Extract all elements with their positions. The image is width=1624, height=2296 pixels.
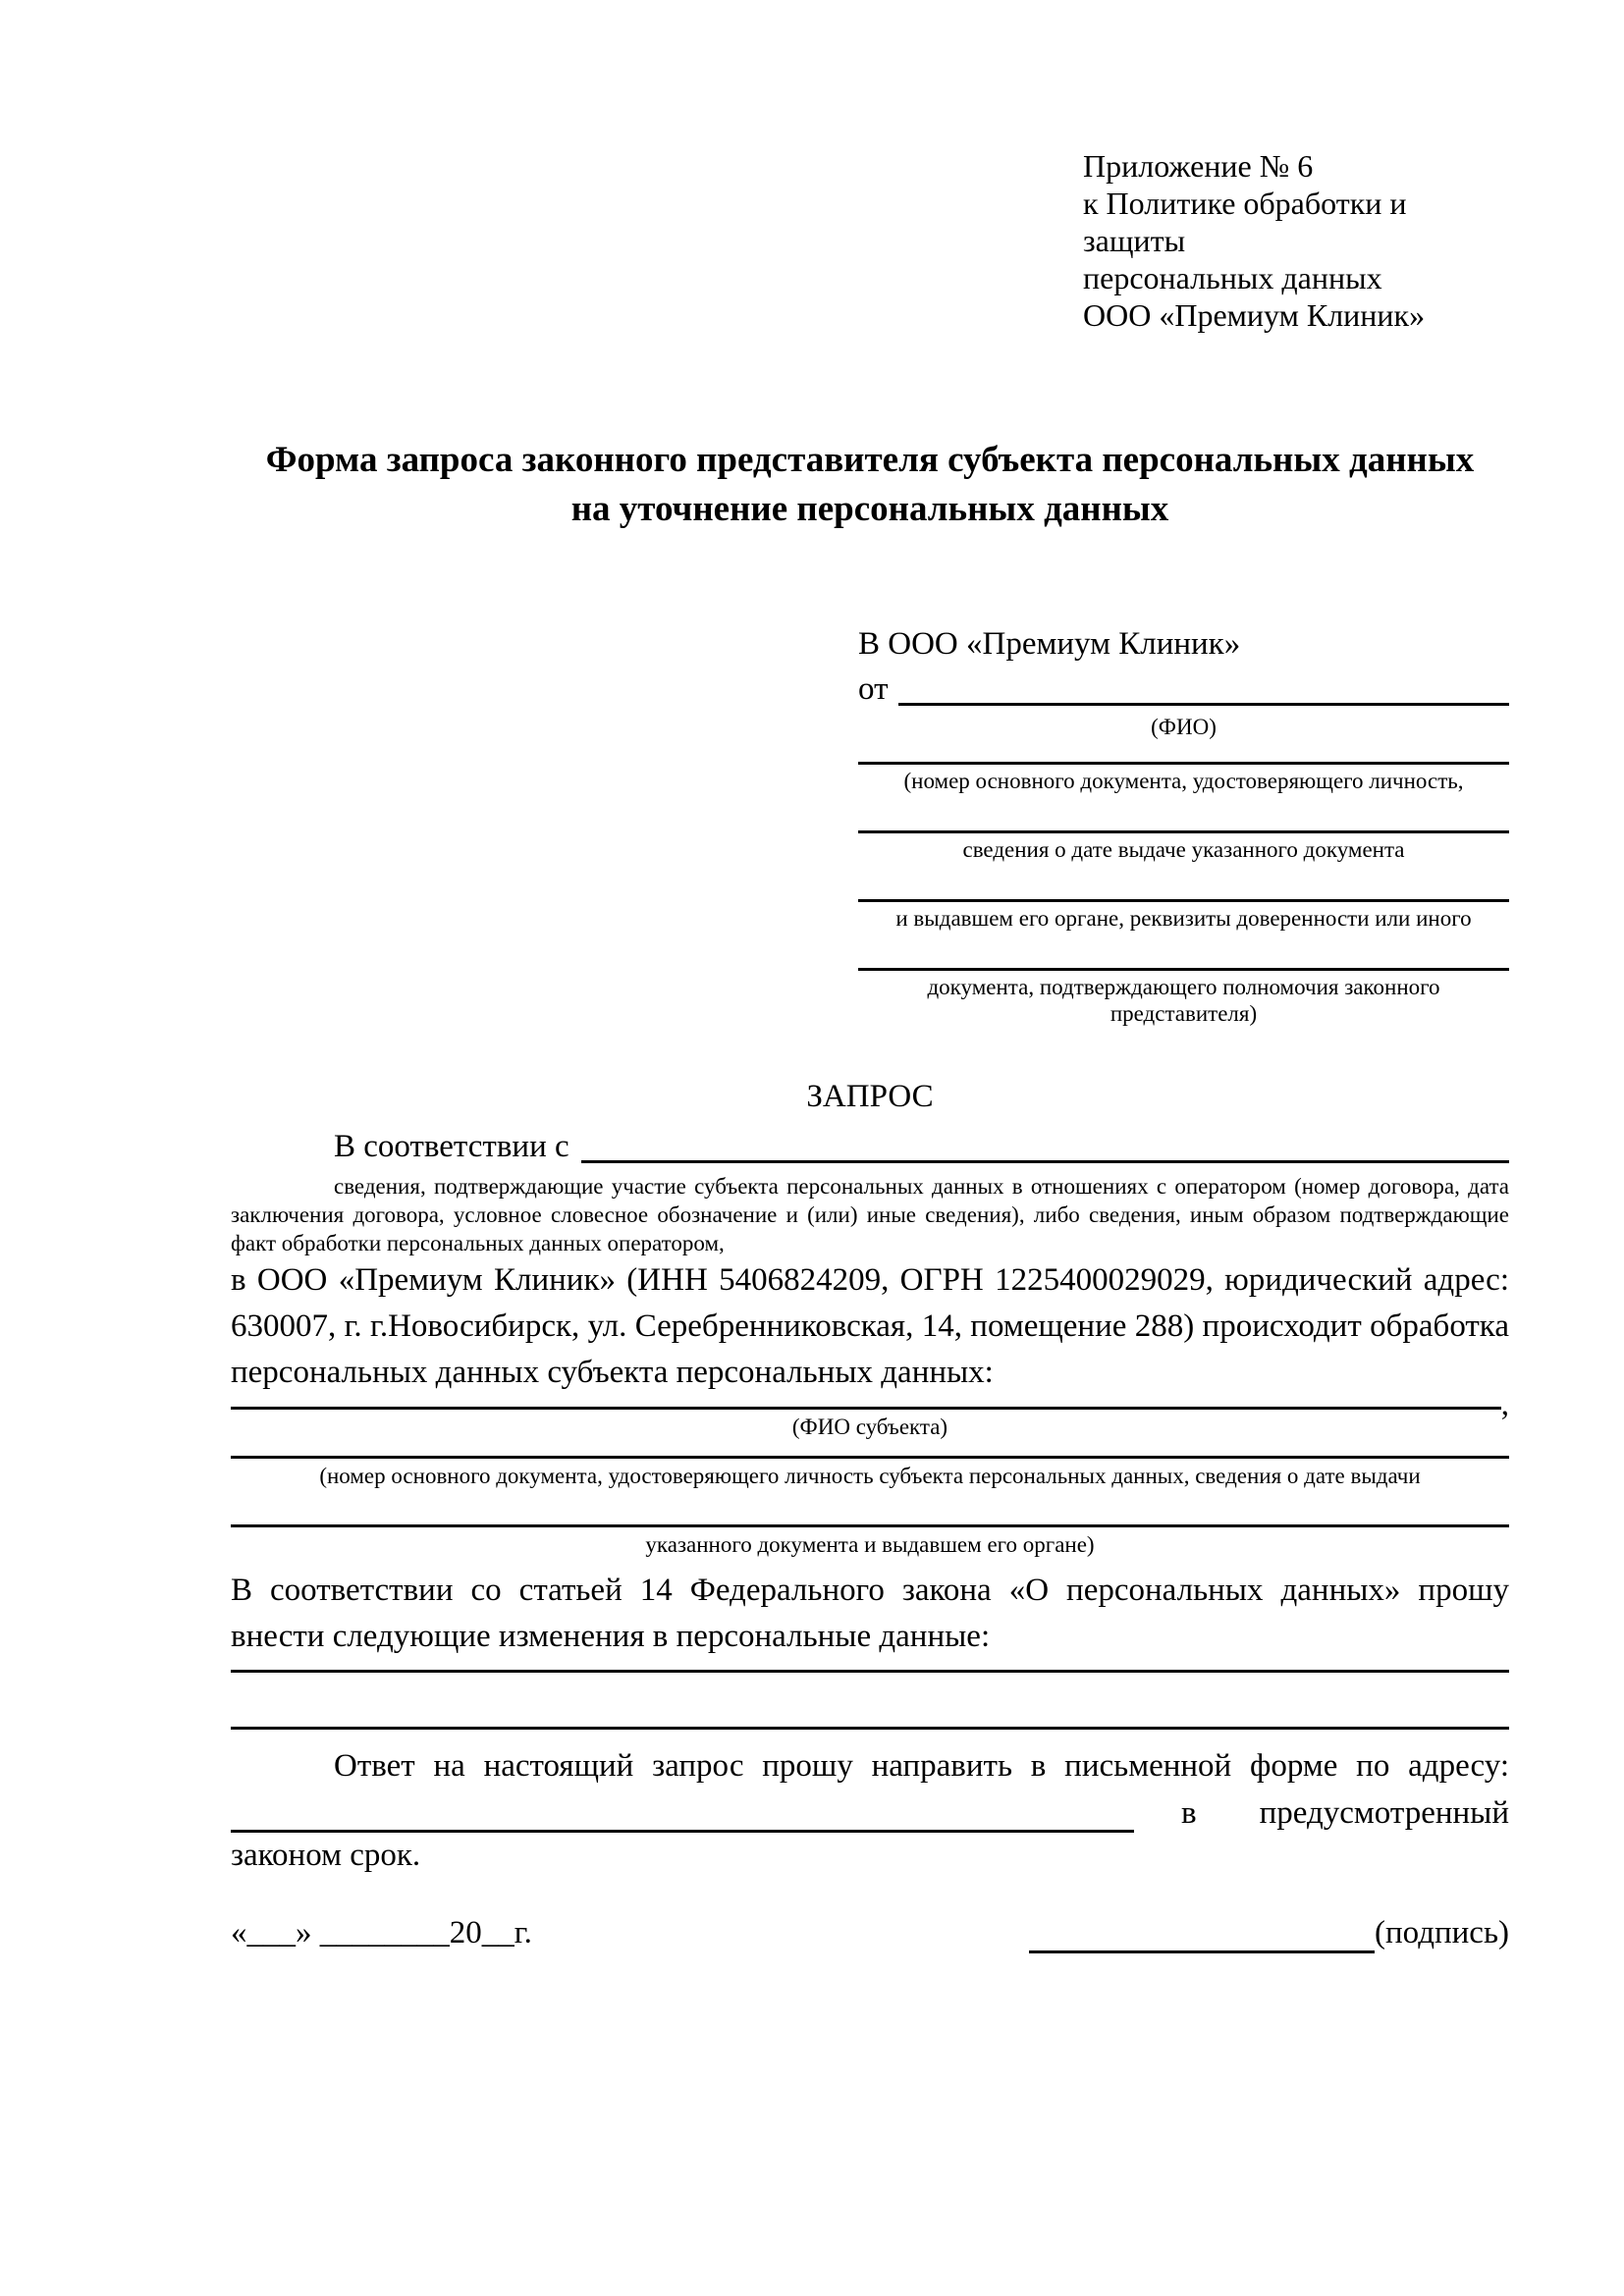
annex-line: ООО «Премиум Клиник» bbox=[1083, 297, 1426, 333]
addressee-to: В ООО «Премиум Клиник» bbox=[858, 626, 1241, 662]
subject-fio-row bbox=[231, 1387, 1509, 1422]
answer-line-2 bbox=[231, 1789, 1509, 1833]
subject-line-suffix: , bbox=[1500, 1387, 1509, 1422]
blank-line bbox=[858, 794, 1509, 833]
blank-line bbox=[231, 1660, 1509, 1673]
blank-line bbox=[231, 1407, 1501, 1410]
subject-doc-caption-1: (номер основного документа, удостоверяющего личность субъекта персональных данных, сведения о дате выдачи bbox=[319, 1464, 1421, 1488]
blank-line bbox=[581, 1125, 1509, 1163]
form-title-line1: Форма запроса законного представителя субъекта персональных данных bbox=[265, 440, 1475, 480]
annex-header bbox=[1083, 147, 1509, 334]
addressee-block bbox=[858, 624, 1509, 1027]
annex-line: к Политике обработки и защиты bbox=[1083, 186, 1407, 258]
from-blank-line bbox=[898, 667, 1510, 706]
from-row bbox=[858, 667, 1509, 711]
blank-line bbox=[858, 740, 1509, 765]
changes-paragraph: В соответствии со статьей 14 Федерального закона «О персональных данных» прошу внести следующие изменения в персональные данные: bbox=[231, 1573, 1509, 1654]
intro-caption: сведения, подтверждающие участие субъекта персональных данных в отношениях с оператором (номер договора, дата заключения договора, условное словесное обозначение и (или) иные сведения), либо сведения, иным образом подтверждающие факт обработки персональных данных оператором, bbox=[231, 1174, 1509, 1255]
answer-word-2: предусмотренный bbox=[1259, 1795, 1509, 1831]
subject-fio-caption: (ФИО субъекта) bbox=[791, 1415, 948, 1439]
intro-row bbox=[231, 1125, 1509, 1168]
signature-blank-line bbox=[1029, 1913, 1375, 1953]
annex-line: Приложение № 6 bbox=[1083, 148, 1314, 184]
answer-line-1: Ответ на настоящий запрос прошу направить в письменной форме по адресу: bbox=[334, 1748, 1509, 1784]
form-title-line2: на уточнение персональных данных bbox=[570, 489, 1169, 529]
doc-caption-2: сведения о дате выдаче указанного документа bbox=[962, 837, 1405, 862]
doc-caption-4: документа, подтверждающего полномочия законного представителя) bbox=[927, 975, 1440, 1026]
page-content bbox=[231, 0, 1509, 1953]
blank-line bbox=[231, 1673, 1509, 1730]
form-title bbox=[231, 436, 1509, 534]
answer-word-1: в bbox=[1181, 1795, 1197, 1831]
operator-paragraph: в ООО «Премиум Клиник» (ИНН 5406824209, ОГРН 1225400029029, юридический адрес: 630007, г. г.Новосибирск, ул. Серебренниковская, 14, помещение 288) происходит обработка персональных данных субъекта персональных данных: bbox=[231, 1262, 1509, 1390]
blank-line bbox=[231, 1489, 1509, 1527]
blank-line bbox=[858, 863, 1509, 902]
date-line: «___» ________20__г. bbox=[231, 1915, 532, 1950]
from-label: от bbox=[858, 671, 889, 707]
doc-caption-3: и выдавшем его органе, реквизиты доверенности или иного bbox=[895, 906, 1472, 931]
request-heading: ЗАПРОС bbox=[806, 1079, 934, 1114]
intro-label: В соответствии с bbox=[334, 1129, 569, 1164]
blank-line bbox=[858, 932, 1509, 971]
fio-caption: (ФИО) bbox=[1151, 715, 1217, 739]
answer-line-3: законом срок. bbox=[231, 1838, 421, 1873]
signature-group bbox=[1029, 1912, 1509, 1953]
subject-doc-caption-2: указанного документа и выдавшем его органе) bbox=[645, 1532, 1095, 1557]
annex-line: персональных данных bbox=[1083, 260, 1382, 295]
footer-row bbox=[231, 1912, 1509, 1953]
signature-caption: (подпись) bbox=[1375, 1915, 1509, 1950]
blank-line bbox=[231, 1440, 1509, 1459]
doc-caption-1: (номер основного документа, удостоверяющего личность, bbox=[903, 769, 1464, 793]
address-blank-line bbox=[231, 1790, 1134, 1833]
